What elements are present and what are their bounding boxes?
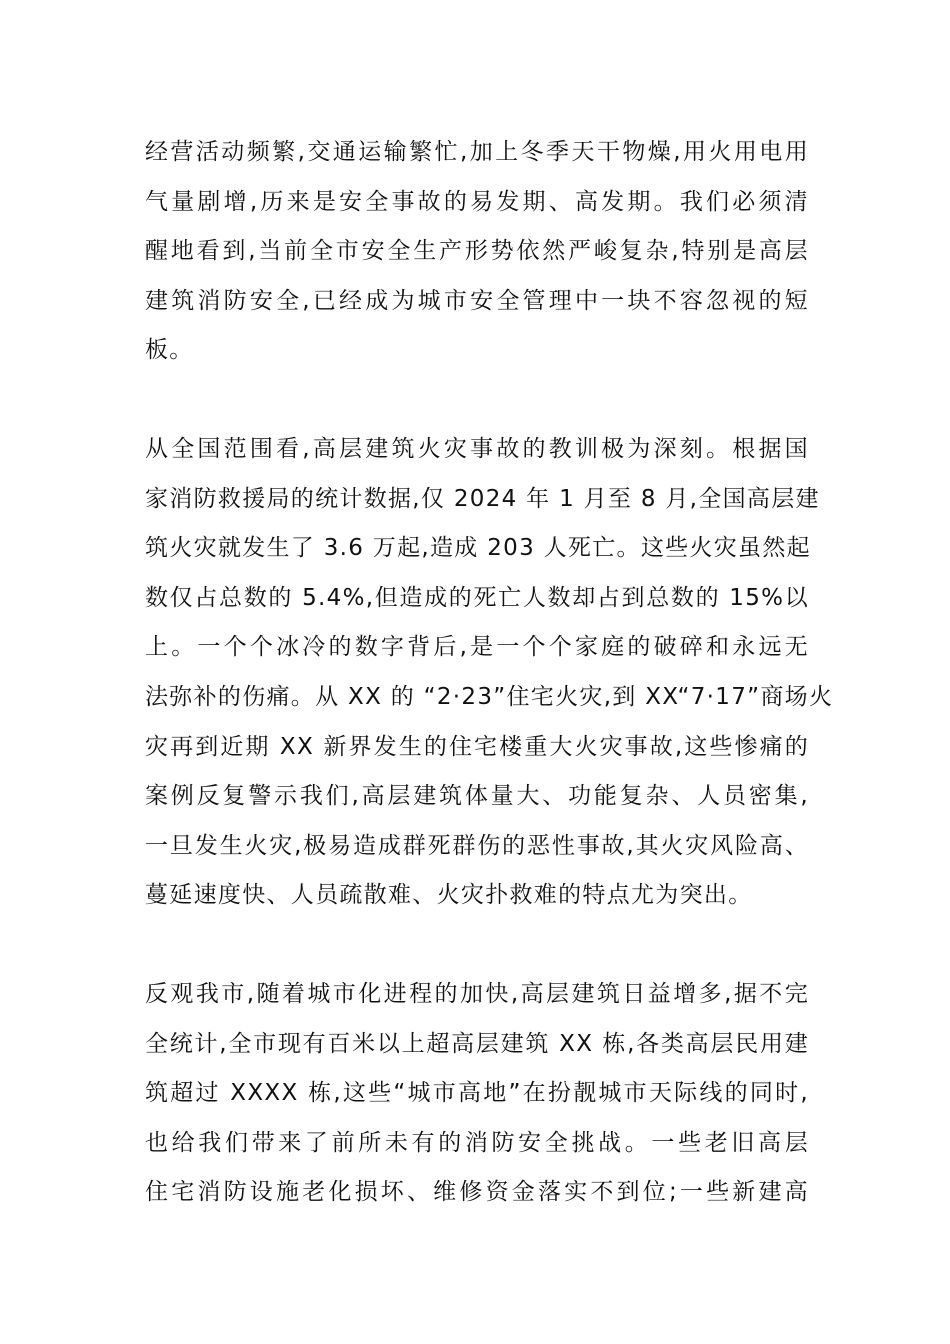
paragraph-3: [145, 974, 809, 1222]
text-line: 家消防救援局的统计数据,仅 2024 年 1 月至 8 月,全国高层建: [145, 485, 820, 512]
text-line: 经营活动频繁,交通运输繁忙,加上冬季天干物燥,用火用电用: [145, 139, 809, 165]
text-line: 气量剧增,历来是安全事故的易发期、高发期。我们必须清: [145, 188, 809, 215]
text-line: 建筑消防安全,已经成为城市安全管理中一块不容忽视的短: [145, 287, 809, 314]
paragraph-1: [145, 132, 809, 380]
text-line: 一旦发生火灾,极易造成群死群伤的恶性事故,其火灾风险高、: [145, 832, 809, 859]
text-line: 蔓延速度快、人员疏散难、火灾扑救难的特点尤为突出。: [145, 882, 753, 909]
text-line: 醒地看到,当前全市安全生产形势依然严峻复杂,特别是高层: [145, 238, 809, 265]
text-line: 灾再到近期 XX 新界发生的住宅楼重大火灾事故,这些惨痛的: [145, 733, 809, 760]
text-line: 板。: [145, 337, 194, 364]
text-line: 上。一个个冰冷的数字背后,是一个个家庭的破碎和永远无: [145, 634, 809, 661]
text-line: 也给我们带来了前所未有的消防安全挑战。一些老旧高层: [145, 1129, 809, 1156]
text-line: 反观我市,随着城市化进程的加快,高层建筑日益增多,据不完: [145, 980, 809, 1007]
text-line: 住宅消防设施老化损坏、维修资金落实不到位;一些新建高: [145, 1179, 809, 1206]
text-line: 筑超过 XXXX 栋,这些“城市高地”在扮靓城市天际线的同时,: [145, 1080, 809, 1107]
text-line: 筑火灾就发生了 3.6 万起,造成 203 人死亡。这些火灾虽然起: [145, 535, 811, 562]
text-line: 法弥补的伤痛。从 XX 的 “2·23”住宅火灾,到 XX“7·17”商场火: [145, 683, 834, 710]
text-line: 全统计,全市现有百米以上超高层建筑 XX 栋,各类高层民用建: [145, 1030, 809, 1057]
text-line: 数仅占总数的 5.4%,但造成的死亡人数却占到总数的 15%以: [145, 584, 809, 611]
text-line: 案例反复警示我们,高层建筑体量大、功能复杂、人员密集,: [145, 783, 809, 810]
document-page: [145, 132, 834, 1271]
text-line: 从全国范围看,高层建筑火灾事故的教训极为深刻。根据国: [145, 435, 809, 462]
paragraph-2: [145, 429, 834, 925]
